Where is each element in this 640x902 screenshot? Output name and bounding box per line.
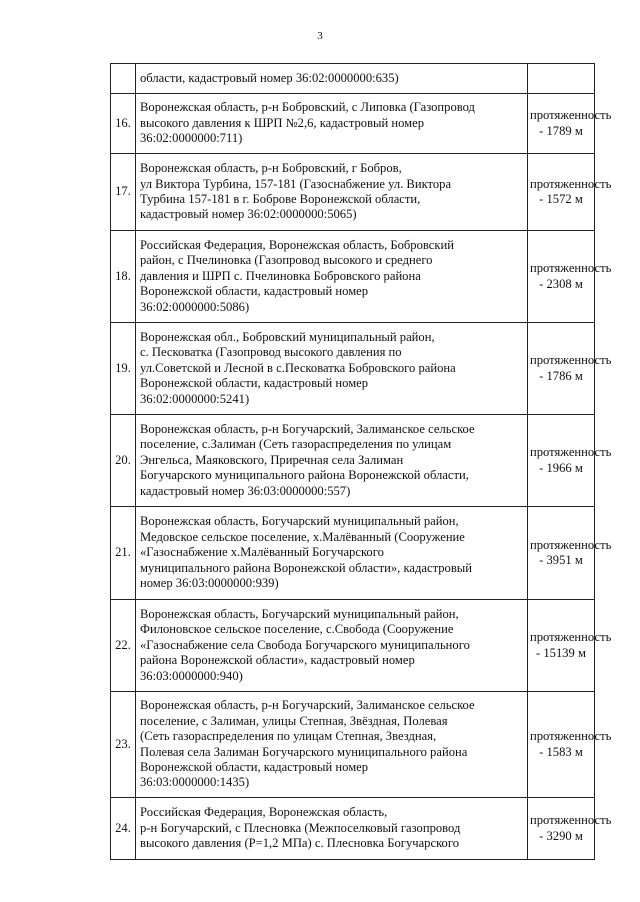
- row-description: Российская Федерация, Воронежская область, р-н Богучарский, с Плесновка (Межпоселковый газопровод высокого давления (Р=1,2 МПа) с. Плесновка Богучарского: [136, 798, 528, 860]
- row-description: Воронежская область, р-н Богучарский, Залиманское сельское поселение, с.Залиман (Сеть газораспределения по улицам Энгельса, Маяковского, Приречная села Залиман Богучарского муниципального района Воронежской области, кадастровый номер 36:03:0000000:557): [136, 415, 528, 507]
- row-number: 22.: [111, 600, 136, 692]
- table-row: [111, 692, 595, 798]
- row-length: протяженность - 1786 м: [528, 323, 595, 415]
- table-row: [111, 94, 595, 154]
- table-row: [111, 323, 595, 415]
- objects-table: [110, 63, 612, 860]
- row-length: протяженность - 3290 м: [528, 798, 595, 860]
- row-length: протяженность - 15139 м: [528, 600, 595, 692]
- row-number: 19.: [111, 323, 136, 415]
- page-number: 3: [317, 30, 323, 42]
- row-description: Воронежская область, Богучарский муниципальный район, Филоновское сельское поселение, с.Свобода (Сооружение «Газоснабжение села Свобода Богучарского муниципального района Воронежской области», кадастровый номер 36:03:0000000:940): [136, 600, 528, 692]
- row-number: 20.: [111, 415, 136, 507]
- row-number: 16.: [111, 94, 136, 154]
- row-description: Воронежская обл., Бобровский муниципальный район, с. Песковатка (Газопровод высокого давления по ул.Советской и Лесной в с.Песковатка Бобровского района Воронежской области, кадастровый номер 36:02:0000000:5241): [136, 323, 528, 415]
- row-description: Воронежская область, р-н Богучарский, Залиманское сельское поселение, с Залиман, улицы Степная, Звёздная, Полевая (Сеть газораспределения по улицам Степная, Звездная, Полевая села Залиман Богучарского муниципального района Воронежской области, кадастровый номер 36:03:0000000:1435): [136, 692, 528, 798]
- row-description: Воронежская область, р-н Бобровский, г Бобров, ул Виктора Турбина, 157-181 (Газоснабжение ул. Виктора Турбина 157-181 в г. Боброве Воронежской области, кадастровый номер 36:02:0000000:5065): [136, 154, 528, 231]
- table-row: [111, 231, 595, 323]
- row-number: 24.: [111, 798, 136, 860]
- row-description: области, кадастровый номер 36:02:0000000:635): [136, 64, 528, 94]
- table-row: [111, 154, 595, 231]
- table-row: [111, 415, 595, 507]
- row-length: протяженность - 1789 м: [528, 94, 595, 154]
- row-number: 17.: [111, 154, 136, 231]
- row-length: протяженность - 1966 м: [528, 415, 595, 507]
- row-length: протяженность - 2308 м: [528, 231, 595, 323]
- row-length: протяженность - 1583 м: [528, 692, 595, 798]
- row-number: 23.: [111, 692, 136, 798]
- row-length: протяженность - 1572 м: [528, 154, 595, 231]
- row-number: [111, 64, 136, 94]
- row-length: протяженность - 3951 м: [528, 507, 595, 600]
- row-number: 21.: [111, 507, 136, 600]
- row-length: [528, 64, 595, 94]
- row-description: Воронежская область, р-н Бобровский, с Липовка (Газопровод высокого давления к ШРП №2,6, кадастровый номер 36:02:0000000:711): [136, 94, 528, 154]
- row-description: Воронежская область, Богучарский муниципальный район, Медовское сельское поселение, х.Малёванный (Сооружение «Газоснабжение х.Малёванный Богучарского муниципального района Воронежской области», кадастровый номер 36:03:0000000:939): [136, 507, 528, 600]
- table-row: [111, 798, 595, 860]
- row-number: 18.: [111, 231, 136, 323]
- table-row: [111, 507, 595, 600]
- row-description: Российская Федерация, Воронежская область, Бобровский район, с Пчелиновка (Газопровод высокого и среднего давления и ШРП с. Пчелиновка Бобровского района Воронежской области, кадастровый номер 36:02:0000000:5086): [136, 231, 528, 323]
- table-row: [111, 64, 595, 94]
- table-row: [111, 600, 595, 692]
